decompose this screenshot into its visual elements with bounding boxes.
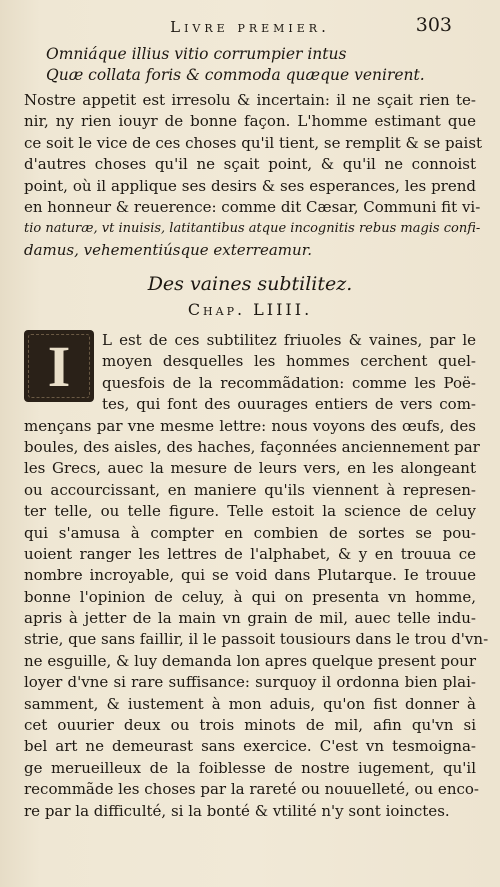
text-line: nir, ny rien iouyr de bonne façon. L'homme estimant que — [24, 112, 476, 131]
paragraph-1 — [24, 90, 483, 261]
text-line: Nostre appetit est irresolu & incertain: il ne sçait rien te- — [24, 91, 476, 109]
text-line: moyen desquelles les hommes cerchent quel- — [102, 352, 476, 371]
text-line: apris à jetter de la main vn grain de mil, auec telle indu- — [24, 609, 476, 628]
page-number: 303 — [415, 14, 452, 36]
initial-letter: I — [47, 333, 71, 399]
text-line: uoient ranger les lettres de l'alphabet, & y en trouua ce — [24, 544, 476, 563]
paragraph-2 — [24, 330, 489, 822]
text-line: ne esguille, & luy demanda lon apres quelque present pour — [24, 651, 476, 670]
text-line: mençans par vne mesme lettre: nous voyons des œufs, des — [24, 416, 476, 435]
chapter-number: Chap. LIIII. — [187, 300, 313, 319]
text-line: en honneur & reuerence: comme dit Cæsar, Communi fit vi- — [24, 197, 481, 216]
text-line: ter telle, ou telle figure. Telle estoit la science de celuy — [24, 502, 476, 521]
text-line: point, où il applique ses desirs & ses esperances, les prend — [24, 176, 476, 195]
latin-verse — [24, 44, 476, 87]
text-line: cet ouurier deux ou trois minots de mil, afin qu'vn si — [24, 716, 476, 735]
verse-line: Omniáque illius vitio corrumpier intus — [46, 45, 347, 63]
text-line: bonne l'opinion de celuy, à qui on presenta vn homme, — [24, 587, 476, 606]
verse-line: Quæ collata foris & commoda quæque venirent. — [46, 66, 425, 85]
text-line: qui s'amusa à compter en combien de sortes se pou- — [24, 523, 476, 542]
text-line: ge merueilleux de la foiblesse de nostre iugement, qu'il — [24, 758, 476, 777]
text-line: damus, vehementiúsque exterreamur. — [24, 240, 312, 259]
text-line: boules, des aisles, des haches, façonnées anciennement par — [24, 437, 480, 456]
text-line: samment, & iustement à mon aduis, qu'on fist donner à — [24, 694, 476, 713]
text-line: nombre incroyable, qui se void dans Plutarque. Ie trouue — [24, 566, 476, 585]
running-head — [0, 14, 500, 40]
text-line: tio naturæ, vt inuisis, latitantibus atque incognitis rebus magis confi- — [24, 221, 481, 237]
running-title: Livre premier. — [170, 18, 330, 36]
text-line: bel art ne demeurast sans exercice. C'est vn tesmoigna- — [24, 737, 476, 756]
text-line: strie, que sans faillir, il le passoit tousiours dans le trou d'vn- — [24, 630, 489, 649]
text-line: L est de ces subtilitez friuoles & vaines, par le — [102, 331, 476, 349]
text-line: recommãde les choses par la rareté ou nouuelleté, ou enco- — [24, 780, 479, 799]
chapter-title: Des vaines subtilitez. — [147, 273, 353, 295]
text-line: re par la difficulté, si la bonté & vtilité n'y sont ioinctes. — [24, 801, 450, 820]
text-line: les Grecs, auec la mesure de leurs vers, en les alongeant — [24, 459, 476, 478]
text-line: quesfois de la recommãdation: comme les Poë- — [102, 373, 476, 392]
text-line: ce soit le vice de ces choses qu'il tient, se remplit & se paist — [24, 133, 483, 152]
text-line: tes, qui font des ouurages entiers de vers com- — [102, 395, 476, 414]
text-line: ou accourcissant, en maniere qu'ils viennent à represen- — [24, 480, 476, 499]
text-line: loyer d'vne si rare suffisance: surquoy il ordonna bien plai- — [24, 673, 476, 692]
text-line: d'autres choses qu'il ne sçait point, & qu'il ne connoist — [24, 155, 476, 174]
